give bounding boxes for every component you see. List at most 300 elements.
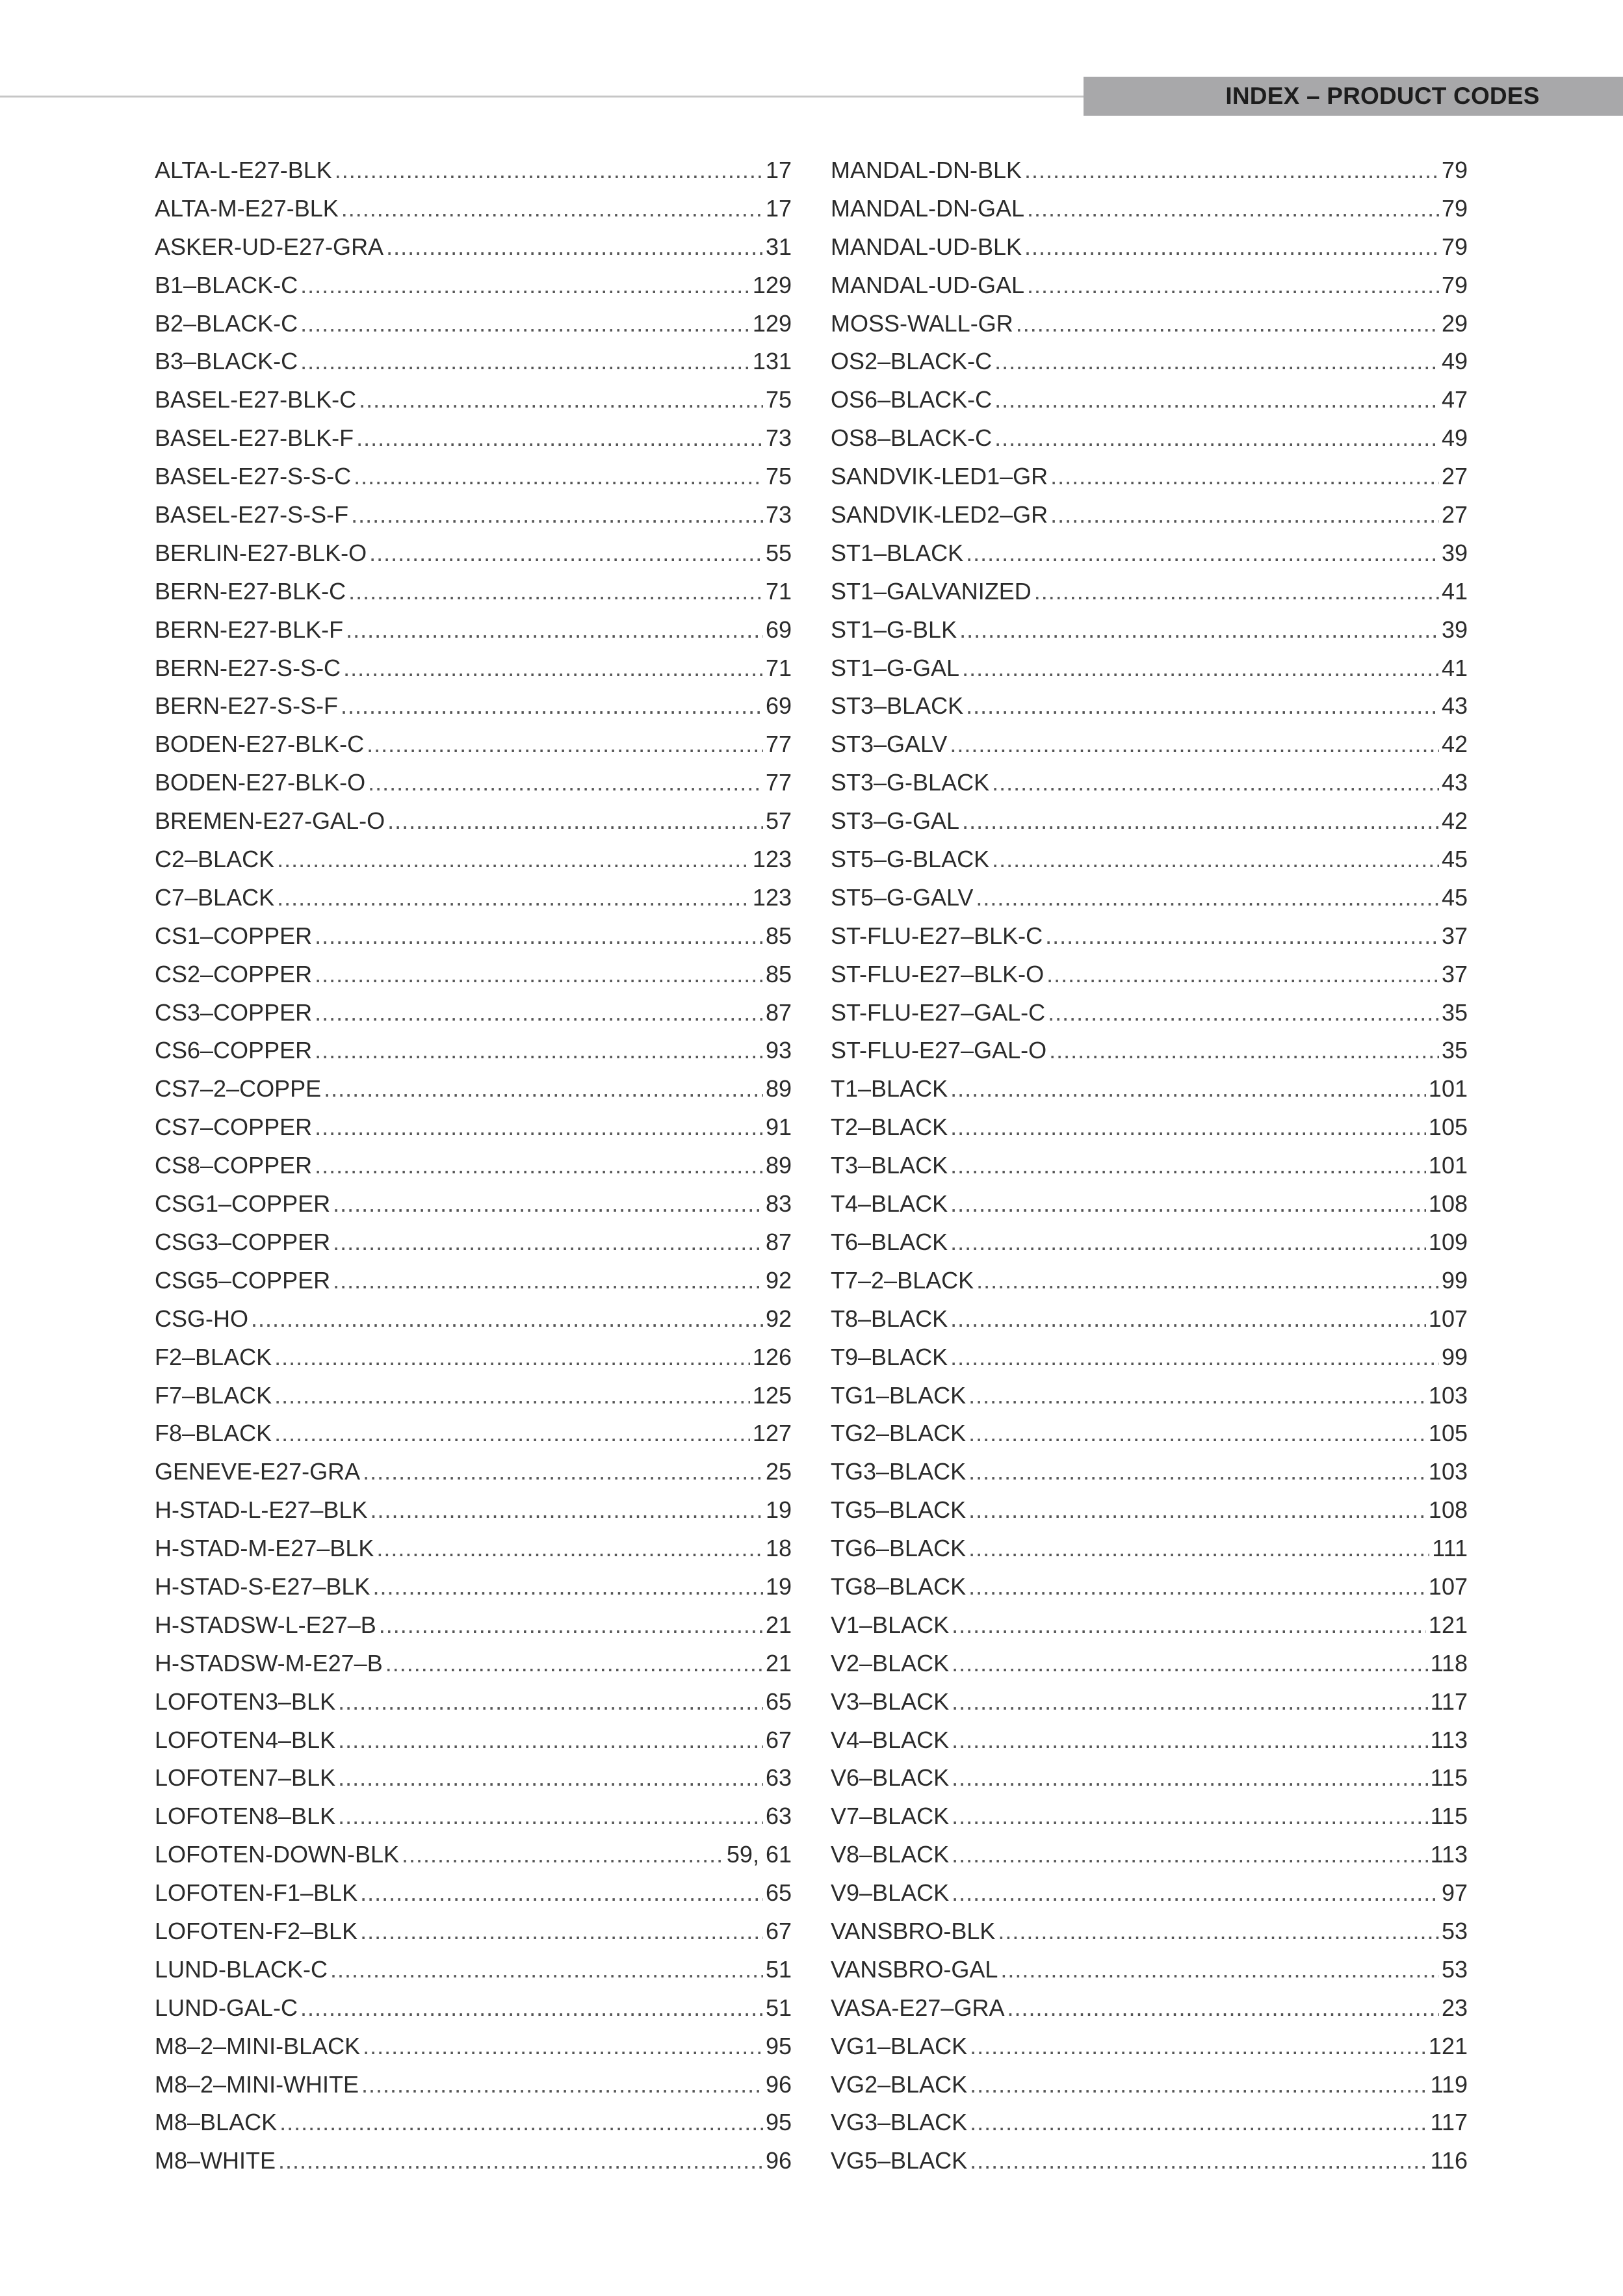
page-number: 41 bbox=[1441, 577, 1468, 605]
product-code: LOFOTEN-F1–BLK bbox=[155, 1879, 358, 1907]
page-number: 113 bbox=[1430, 1841, 1468, 1868]
index-entry bbox=[831, 1338, 1468, 1377]
dot-leader bbox=[385, 1645, 763, 1683]
index-column-right bbox=[831, 151, 1468, 2180]
product-code: C7–BLACK bbox=[155, 883, 275, 911]
product-code: ST1–G-BLK bbox=[831, 616, 957, 643]
product-code: BERN-E27-BLK-C bbox=[155, 577, 346, 605]
product-code: BODEN-E27-BLK-O bbox=[155, 769, 366, 796]
page-number: 27 bbox=[1441, 463, 1468, 490]
product-code: VANSBRO-BLK bbox=[831, 1917, 996, 1944]
page-number: 91 bbox=[765, 1114, 792, 1141]
dot-leader bbox=[338, 1683, 763, 1721]
product-code: BASEL-E27-BLK-C bbox=[155, 386, 357, 413]
dot-leader bbox=[1045, 917, 1439, 956]
product-code: BERN-E27-BLK-F bbox=[155, 616, 344, 643]
page-number: 105 bbox=[1428, 1114, 1468, 1141]
index-entry bbox=[155, 611, 792, 649]
page-number: 71 bbox=[765, 654, 792, 681]
index-entry bbox=[831, 2066, 1468, 2104]
index-entry bbox=[831, 1377, 1468, 1415]
product-code: T7–2–BLACK bbox=[831, 1266, 974, 1294]
dot-leader bbox=[361, 2066, 763, 2104]
page-number: 17 bbox=[765, 194, 792, 222]
index-entry bbox=[155, 1683, 792, 1721]
dot-leader bbox=[968, 1377, 1426, 1415]
page-number: 121 bbox=[1428, 1611, 1468, 1638]
product-code: MANDAL-UD-BLK bbox=[831, 233, 1022, 260]
dot-leader bbox=[386, 228, 763, 267]
index-entry bbox=[831, 1683, 1468, 1721]
product-code: BERN-E27-S-S-F bbox=[155, 692, 339, 720]
dot-leader bbox=[333, 1223, 763, 1262]
dot-leader bbox=[315, 956, 763, 994]
dot-leader bbox=[333, 1262, 763, 1300]
index-entry bbox=[831, 1606, 1468, 1645]
index-entry bbox=[155, 917, 792, 956]
page-number: 39 bbox=[1441, 616, 1468, 643]
product-code: CS6–COPPER bbox=[155, 1037, 313, 1064]
index-entry bbox=[155, 879, 792, 917]
dot-leader bbox=[952, 1645, 1427, 1683]
dot-leader bbox=[970, 2028, 1426, 2066]
page-number: 95 bbox=[765, 2109, 792, 2136]
page-number: 115 bbox=[1430, 1764, 1468, 1792]
product-code: M8–WHITE bbox=[155, 2147, 276, 2174]
page-number: 63 bbox=[765, 1764, 792, 1792]
page-number: 51 bbox=[765, 1994, 792, 2021]
index-entry bbox=[831, 228, 1468, 267]
page-number: 103 bbox=[1428, 1458, 1468, 1485]
dot-leader bbox=[379, 1606, 763, 1645]
dot-leader bbox=[970, 2142, 1427, 2180]
index-entry bbox=[155, 2066, 792, 2104]
dot-leader bbox=[968, 1568, 1426, 1606]
product-code: T2–BLACK bbox=[831, 1114, 948, 1141]
page-number: 45 bbox=[1441, 846, 1468, 873]
index-entry bbox=[831, 1951, 1468, 1989]
product-code: ST3–BLACK bbox=[831, 692, 964, 720]
page-number: 57 bbox=[765, 807, 792, 835]
index-entry bbox=[831, 1070, 1468, 1108]
dot-leader bbox=[1024, 228, 1439, 267]
index-entry bbox=[831, 267, 1468, 305]
page-number: 53 bbox=[1441, 1955, 1468, 1983]
index-entry bbox=[831, 956, 1468, 994]
dot-leader bbox=[338, 1721, 763, 1760]
page-number: 67 bbox=[765, 1726, 792, 1753]
page-number: 77 bbox=[765, 731, 792, 758]
index-entry bbox=[831, 305, 1468, 343]
page-number: 79 bbox=[1441, 233, 1468, 260]
dot-leader bbox=[950, 1147, 1426, 1185]
dot-leader bbox=[315, 994, 763, 1032]
page-number: 59, 61 bbox=[726, 1841, 792, 1868]
index-entry bbox=[831, 841, 1468, 879]
dot-leader bbox=[970, 2104, 1427, 2142]
page-number: 37 bbox=[1441, 922, 1468, 949]
index-entry bbox=[155, 1185, 792, 1223]
dot-leader bbox=[1024, 151, 1439, 190]
index-entry bbox=[155, 1453, 792, 1491]
product-code: CS1–COPPER bbox=[155, 922, 313, 949]
dot-leader bbox=[387, 802, 763, 841]
product-code: CSG1–COPPER bbox=[155, 1190, 331, 1218]
page-number: 97 bbox=[1441, 1879, 1468, 1907]
page-number: 123 bbox=[752, 883, 792, 911]
dot-leader bbox=[363, 1453, 763, 1491]
dot-leader bbox=[968, 1530, 1429, 1568]
dot-leader bbox=[992, 764, 1439, 802]
dot-leader bbox=[1027, 190, 1439, 228]
page-number: 75 bbox=[765, 386, 792, 413]
product-code: C2–BLACK bbox=[155, 846, 275, 873]
product-code: OS8–BLACK-C bbox=[831, 424, 993, 452]
index-entry bbox=[155, 2028, 792, 2066]
index-entry bbox=[831, 534, 1468, 573]
dot-leader bbox=[359, 381, 763, 419]
product-code: BODEN-E27-BLK-C bbox=[155, 731, 365, 758]
page-number: 43 bbox=[1441, 692, 1468, 720]
page-number: 39 bbox=[1441, 539, 1468, 566]
dot-leader bbox=[274, 1338, 750, 1377]
page-number: 107 bbox=[1428, 1572, 1468, 1600]
dot-leader bbox=[315, 1032, 763, 1070]
dot-leader bbox=[950, 725, 1439, 764]
index-entry bbox=[155, 419, 792, 458]
dot-leader bbox=[950, 1300, 1426, 1338]
index-entry bbox=[831, 1491, 1468, 1530]
product-code: M8–2–MINI-WHITE bbox=[155, 2070, 359, 2098]
dot-leader bbox=[341, 190, 763, 228]
dot-leader bbox=[343, 649, 763, 688]
dot-leader bbox=[950, 1338, 1439, 1377]
index-entry bbox=[155, 496, 792, 534]
product-code: ST3–G-BLACK bbox=[831, 769, 990, 796]
product-code: T6–BLACK bbox=[831, 1228, 948, 1255]
dot-leader bbox=[950, 1185, 1426, 1223]
dot-leader bbox=[360, 1874, 763, 1912]
page-number: 125 bbox=[752, 1381, 792, 1409]
index-entry bbox=[831, 1721, 1468, 1760]
product-code: TG5–BLACK bbox=[831, 1496, 967, 1524]
dot-leader bbox=[966, 687, 1439, 725]
page-number: 96 bbox=[765, 2070, 792, 2098]
dot-leader bbox=[1007, 1989, 1439, 2028]
page-number: 69 bbox=[765, 692, 792, 720]
dot-leader bbox=[1050, 496, 1439, 534]
dot-leader bbox=[950, 1070, 1426, 1108]
page-number: 43 bbox=[1441, 769, 1468, 796]
index-entry bbox=[831, 1185, 1468, 1223]
page-number: 77 bbox=[765, 769, 792, 796]
product-code: VG1–BLACK bbox=[831, 2032, 968, 2059]
product-code: BERN-E27-S-S-C bbox=[155, 654, 341, 681]
page-number: 37 bbox=[1441, 960, 1468, 987]
page-number: 45 bbox=[1441, 883, 1468, 911]
page-number: 105 bbox=[1428, 1420, 1468, 1447]
dot-leader bbox=[369, 534, 763, 573]
dot-leader bbox=[338, 1797, 763, 1836]
product-code: V4–BLACK bbox=[831, 1726, 950, 1753]
index-entry bbox=[831, 687, 1468, 725]
page-number: 65 bbox=[765, 1688, 792, 1715]
dot-leader bbox=[363, 2028, 763, 2066]
header-rule bbox=[0, 96, 1084, 98]
product-code: TG3–BLACK bbox=[831, 1458, 967, 1485]
dot-leader bbox=[952, 1759, 1427, 1797]
product-code: B1–BLACK-C bbox=[155, 271, 298, 298]
page-number: 107 bbox=[1428, 1305, 1468, 1332]
index-entry bbox=[831, 802, 1468, 841]
index-entry bbox=[831, 1797, 1468, 1836]
dot-leader bbox=[330, 1951, 763, 1989]
product-code: LOFOTEN3–BLK bbox=[155, 1688, 336, 1715]
index-entry bbox=[155, 1491, 792, 1530]
page-number: 99 bbox=[1441, 1266, 1468, 1294]
page-number: 101 bbox=[1428, 1075, 1468, 1102]
index-entry bbox=[155, 1108, 792, 1147]
dot-leader bbox=[402, 1836, 724, 1874]
page-number: 127 bbox=[752, 1420, 792, 1447]
page-number: 79 bbox=[1441, 194, 1468, 222]
product-code: LUND-GAL-C bbox=[155, 1994, 298, 2021]
page-number: 17 bbox=[765, 157, 792, 183]
product-code: VASA-E27–GRA bbox=[831, 1994, 1005, 2021]
index-entry bbox=[155, 381, 792, 419]
page-number: 69 bbox=[765, 616, 792, 643]
index-entry bbox=[155, 1070, 792, 1108]
page-number: 42 bbox=[1441, 731, 1468, 758]
page-number: 19 bbox=[765, 1496, 792, 1524]
index-entry bbox=[831, 879, 1468, 917]
page-number: 73 bbox=[765, 501, 792, 528]
product-code: CS3–COPPER bbox=[155, 998, 313, 1026]
index-entry bbox=[155, 1147, 792, 1185]
product-code: ST1–G-GAL bbox=[831, 654, 960, 681]
product-code: SANDVIK-LED2–GR bbox=[831, 501, 1048, 528]
index-entry bbox=[155, 1338, 792, 1377]
product-code: CSG3–COPPER bbox=[155, 1228, 331, 1255]
product-code: TG2–BLACK bbox=[831, 1420, 967, 1447]
dot-leader bbox=[950, 1223, 1426, 1262]
page-number: 25 bbox=[765, 1458, 792, 1485]
product-code: CSG-HO bbox=[155, 1305, 248, 1332]
index-entry bbox=[155, 1262, 792, 1300]
product-code: OS6–BLACK-C bbox=[831, 386, 993, 413]
dot-leader bbox=[952, 1721, 1427, 1760]
product-code: T4–BLACK bbox=[831, 1190, 948, 1218]
index-entry bbox=[831, 764, 1468, 802]
product-code: M8–BLACK bbox=[155, 2109, 278, 2136]
product-code: CSG5–COPPER bbox=[155, 1266, 331, 1294]
dot-leader bbox=[1049, 1032, 1439, 1070]
dot-leader bbox=[333, 1185, 763, 1223]
index-entry bbox=[155, 343, 792, 381]
index-entry bbox=[155, 764, 792, 802]
product-code: ST1–GALVANIZED bbox=[831, 577, 1032, 605]
dot-leader bbox=[1046, 956, 1439, 994]
index-entry bbox=[155, 1989, 792, 2028]
page-number: 99 bbox=[1441, 1343, 1468, 1370]
index-entry bbox=[155, 1377, 792, 1415]
product-code: ST3–G-GAL bbox=[831, 807, 960, 835]
index-entry bbox=[831, 419, 1468, 458]
page-number: 29 bbox=[1441, 309, 1468, 337]
dot-leader bbox=[300, 305, 750, 343]
page-number: 103 bbox=[1428, 1381, 1468, 1409]
page-number: 83 bbox=[765, 1190, 792, 1218]
page-number: 19 bbox=[765, 1572, 792, 1600]
dot-leader bbox=[315, 1108, 763, 1147]
product-code: V6–BLACK bbox=[831, 1764, 950, 1792]
product-code: ST-FLU-E27–BLK-C bbox=[831, 922, 1043, 949]
dot-leader bbox=[976, 879, 1439, 917]
index-entry bbox=[831, 1645, 1468, 1683]
section-title: INDEX – PRODUCT CODES bbox=[1225, 83, 1540, 109]
product-code: BREMEN-E27-GAL-O bbox=[155, 807, 385, 835]
dot-leader bbox=[341, 687, 763, 725]
dot-leader bbox=[346, 611, 763, 649]
dot-leader bbox=[1034, 573, 1439, 611]
dot-leader bbox=[1048, 994, 1439, 1032]
page-number: 79 bbox=[1441, 271, 1468, 298]
page-number: 92 bbox=[765, 1266, 792, 1294]
index-entry bbox=[831, 1759, 1468, 1797]
product-code: TG6–BLACK bbox=[831, 1535, 967, 1562]
index-entry bbox=[831, 649, 1468, 688]
dot-leader bbox=[277, 879, 750, 917]
index-entry bbox=[155, 1645, 792, 1683]
product-code: SANDVIK-LED1–GR bbox=[831, 463, 1048, 490]
index-entry bbox=[155, 1300, 792, 1338]
product-code: CS7–2–COPPE bbox=[155, 1075, 322, 1102]
index-entry bbox=[155, 190, 792, 228]
index-entry bbox=[155, 1223, 792, 1262]
page-number: 116 bbox=[1430, 2147, 1468, 2174]
product-code: LOFOTEN-DOWN-BLK bbox=[155, 1841, 400, 1868]
page-number: 31 bbox=[765, 233, 792, 260]
page-number: 109 bbox=[1428, 1228, 1468, 1255]
product-code: H-STAD-S-E27–BLK bbox=[155, 1572, 370, 1600]
index-entry bbox=[831, 2142, 1468, 2180]
index-entry bbox=[155, 1415, 792, 1453]
page-number: 117 bbox=[1430, 2109, 1468, 2136]
page-number: 47 bbox=[1441, 386, 1468, 413]
index-entry bbox=[155, 534, 792, 573]
product-code: T9–BLACK bbox=[831, 1343, 948, 1370]
page-number: 71 bbox=[765, 577, 792, 605]
product-code: VG2–BLACK bbox=[831, 2070, 968, 2098]
product-code: M8–2–MINI-BLACK bbox=[155, 2032, 361, 2059]
index-entry bbox=[831, 1568, 1468, 1606]
product-code: MANDAL-DN-GAL bbox=[831, 194, 1025, 222]
product-code: LOFOTEN7–BLK bbox=[155, 1764, 336, 1792]
index-entry bbox=[831, 994, 1468, 1032]
product-code: H-STADSW-M-E27–B bbox=[155, 1649, 383, 1676]
product-code: LOFOTEN4–BLK bbox=[155, 1726, 336, 1753]
index-entry bbox=[831, 1415, 1468, 1453]
index-entry bbox=[155, 458, 792, 496]
dot-leader bbox=[338, 1759, 763, 1797]
product-code: ST5–G-BLACK bbox=[831, 846, 990, 873]
index-entry bbox=[155, 573, 792, 611]
dot-leader bbox=[274, 1415, 750, 1453]
product-code: V2–BLACK bbox=[831, 1649, 950, 1676]
product-code: ASKER-UD-E27-GRA bbox=[155, 233, 384, 260]
dot-leader bbox=[356, 419, 763, 458]
index-entry bbox=[155, 1874, 792, 1912]
product-code: BASEL-E27-S-S-F bbox=[155, 501, 349, 528]
index-entry bbox=[831, 458, 1468, 496]
page-number: 89 bbox=[765, 1075, 792, 1102]
page-number: 123 bbox=[752, 846, 792, 873]
page-number: 73 bbox=[765, 424, 792, 452]
dot-leader bbox=[994, 343, 1439, 381]
dot-leader bbox=[968, 1415, 1426, 1453]
page-number: 118 bbox=[1430, 1649, 1468, 1676]
page-number: 21 bbox=[765, 1611, 792, 1638]
page-number: 53 bbox=[1441, 1917, 1468, 1944]
index-entry bbox=[155, 151, 792, 190]
index-entry bbox=[155, 228, 792, 267]
index-entry bbox=[155, 1797, 792, 1836]
section-header-tab bbox=[1084, 77, 1623, 116]
product-code: LOFOTEN8–BLK bbox=[155, 1803, 336, 1830]
product-code: LOFOTEN-F2–BLK bbox=[155, 1917, 358, 1944]
page-number: 79 bbox=[1441, 157, 1468, 183]
page-number: 95 bbox=[765, 2032, 792, 2059]
page-number: 96 bbox=[765, 2147, 792, 2174]
page-number: 18 bbox=[765, 1535, 792, 1562]
page-number: 126 bbox=[752, 1343, 792, 1370]
index-entry bbox=[155, 841, 792, 879]
dot-leader bbox=[962, 802, 1439, 841]
product-code: VG5–BLACK bbox=[831, 2147, 968, 2174]
page-number: 49 bbox=[1441, 424, 1468, 452]
index-entry bbox=[831, 1453, 1468, 1491]
product-code: ALTA-L-E27-BLK bbox=[155, 157, 332, 183]
dot-leader bbox=[968, 1453, 1426, 1491]
page-number: 85 bbox=[765, 922, 792, 949]
page-number: 35 bbox=[1441, 1037, 1468, 1064]
product-code: CS7–COPPER bbox=[155, 1114, 313, 1141]
product-code: H-STADSW-L-E27–B bbox=[155, 1611, 376, 1638]
page-number: 65 bbox=[765, 1879, 792, 1907]
dot-leader bbox=[274, 1377, 750, 1415]
dot-leader bbox=[300, 1989, 763, 2028]
index-column-left bbox=[155, 151, 792, 2180]
page-number: 75 bbox=[765, 463, 792, 490]
page-number: 117 bbox=[1430, 1688, 1468, 1715]
dot-leader bbox=[277, 841, 750, 879]
dot-leader bbox=[367, 725, 763, 764]
index-entry bbox=[155, 267, 792, 305]
index-entry bbox=[155, 649, 792, 688]
index-entry bbox=[155, 725, 792, 764]
product-code: V7–BLACK bbox=[831, 1803, 950, 1830]
dot-leader bbox=[300, 267, 750, 305]
index-entry bbox=[831, 1836, 1468, 1874]
index-entry bbox=[155, 1606, 792, 1645]
dot-leader bbox=[970, 2066, 1427, 2104]
index-entry bbox=[155, 1032, 792, 1070]
index-entry bbox=[155, 802, 792, 841]
index-entry bbox=[155, 2104, 792, 2142]
dot-leader bbox=[315, 917, 763, 956]
dot-leader bbox=[1016, 305, 1439, 343]
dot-leader bbox=[300, 343, 750, 381]
